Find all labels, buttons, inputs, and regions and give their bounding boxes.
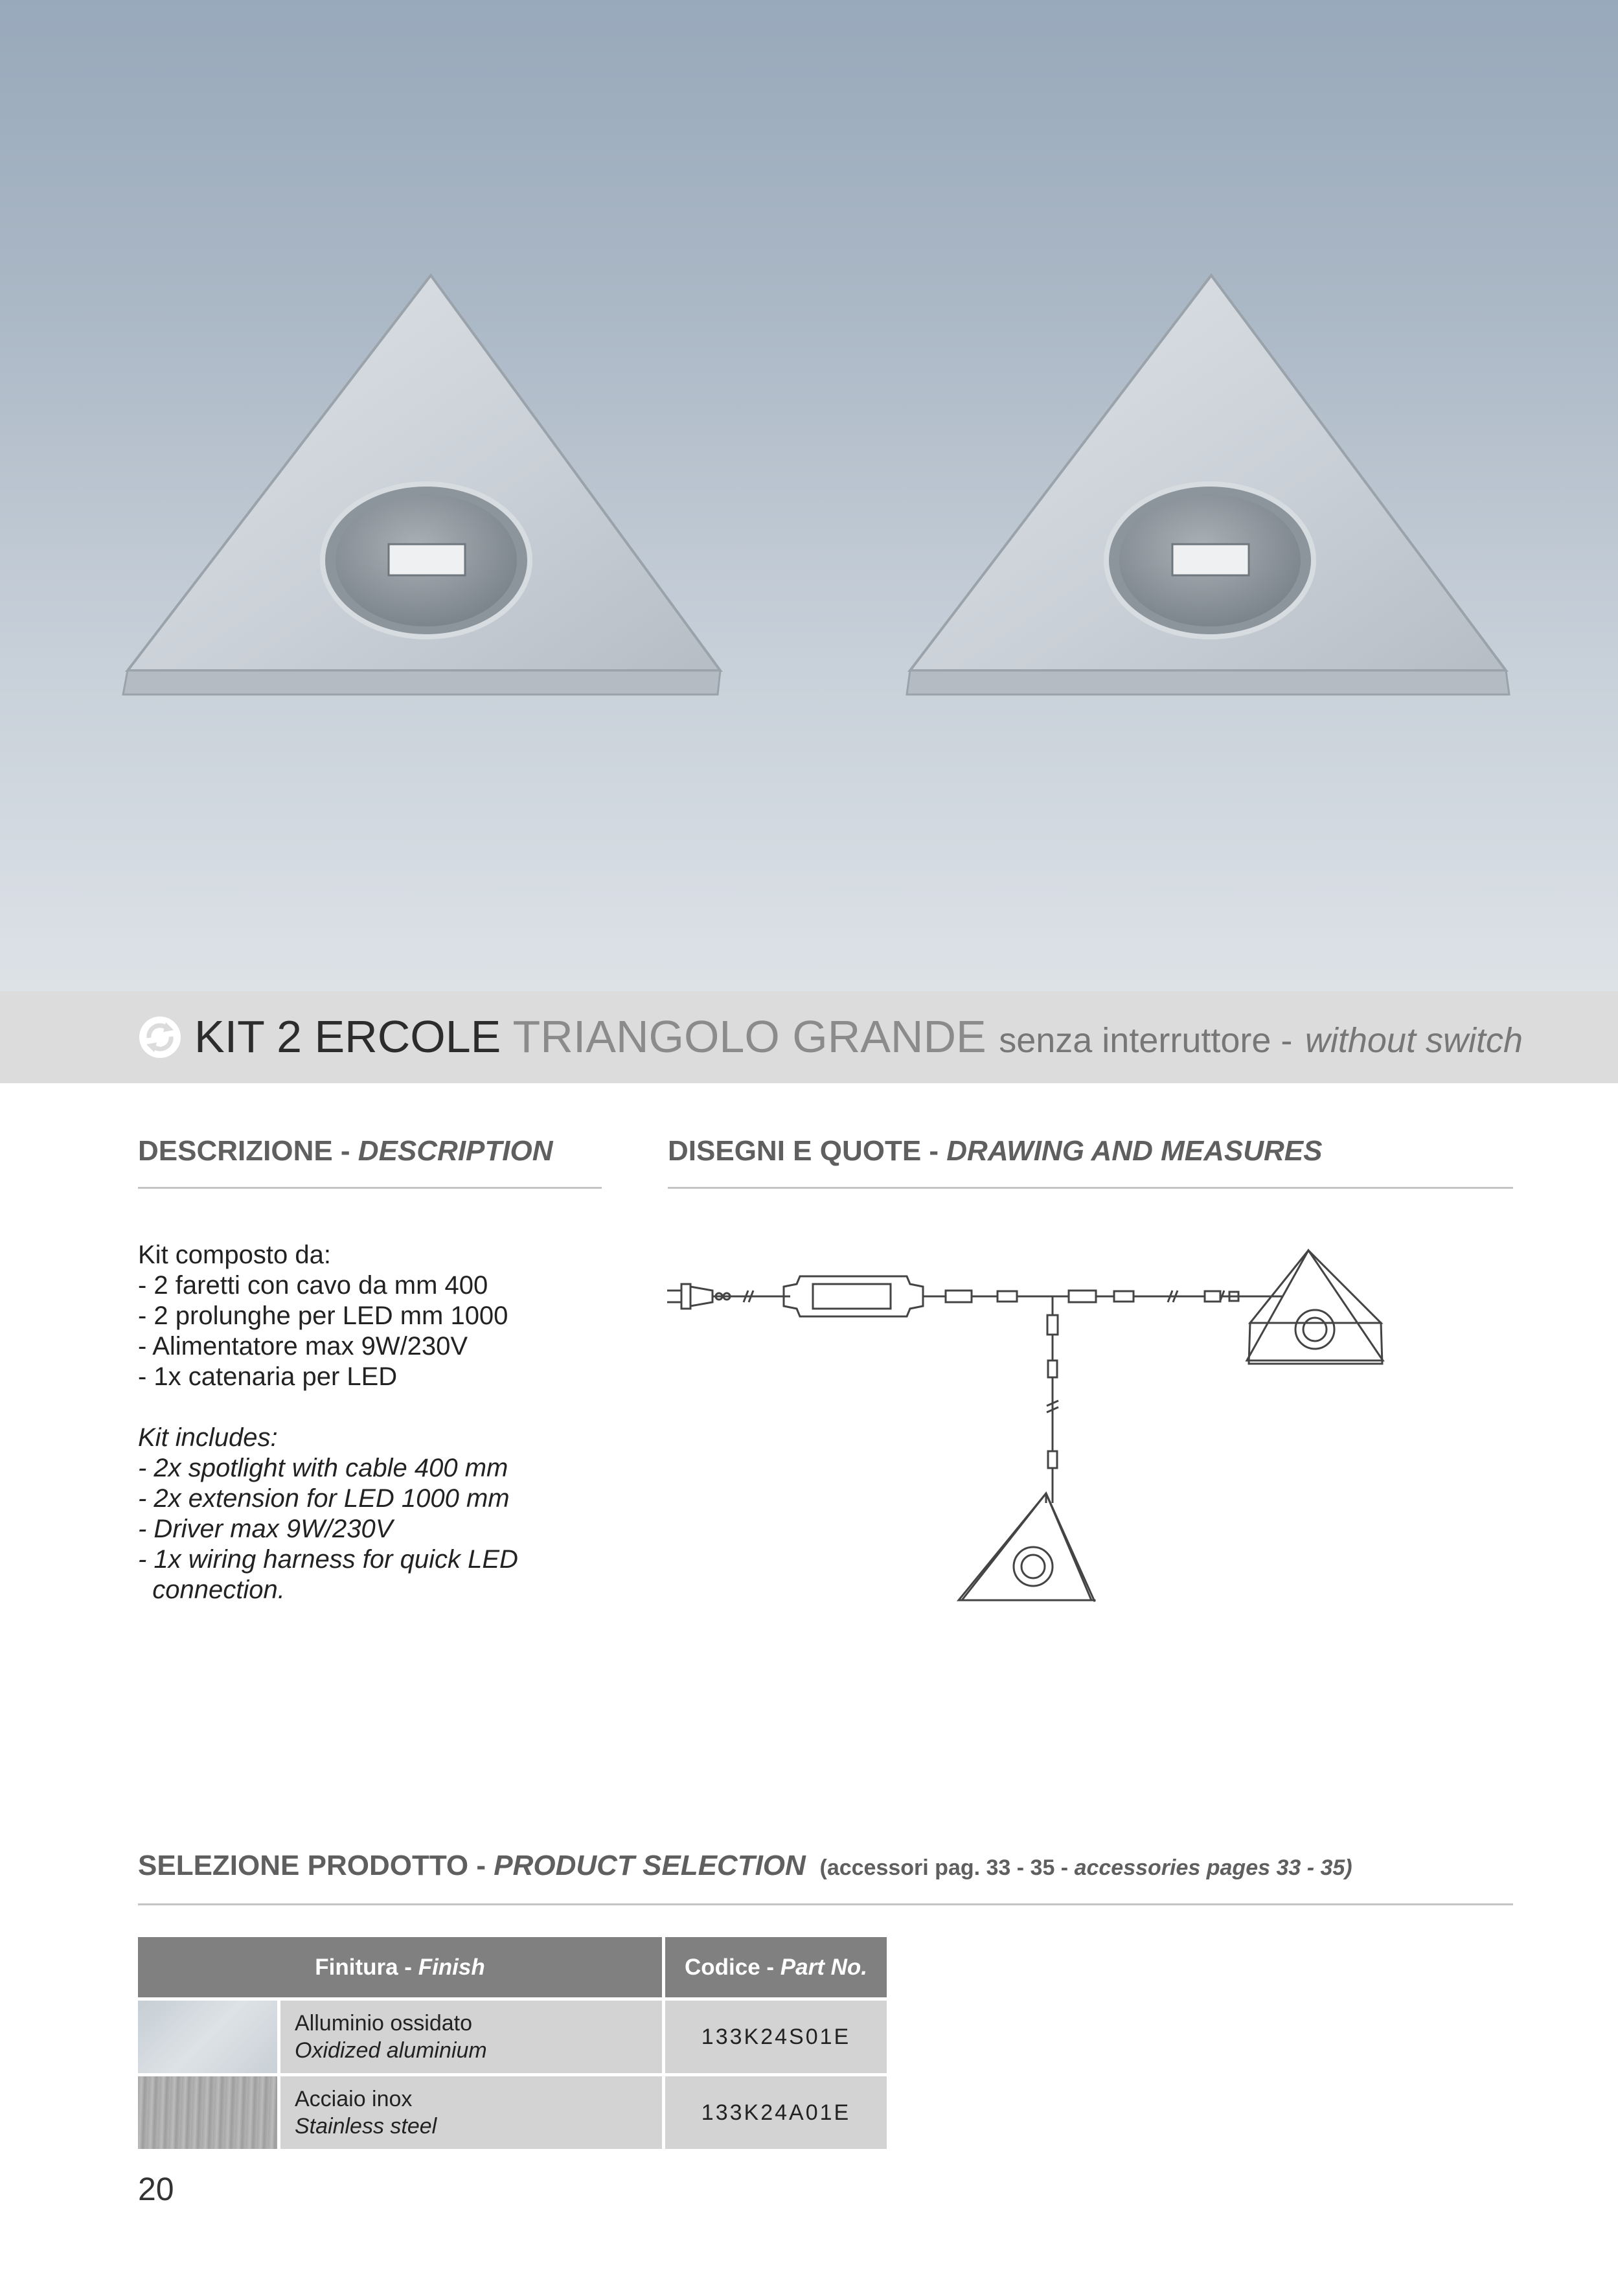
- finish-header-it: Finitura -: [315, 1954, 418, 1980]
- drawing-heading-en: DRAWING AND MEASURES: [946, 1135, 1323, 1167]
- page-number: 20: [138, 2171, 174, 2207]
- desc-line: Kit composto da:: [138, 1241, 331, 1269]
- desc-line: - 1x catenaria per LED: [138, 1362, 398, 1391]
- description-divider: [138, 1187, 602, 1189]
- code-header-en: Part No.: [780, 1954, 867, 1980]
- accessories-note-en: accessories pages 33 - 35): [1074, 1855, 1352, 1880]
- table-header-row: [138, 1937, 887, 1997]
- desc-line-en: connection.: [138, 1576, 285, 1604]
- finish-swatch-stainless: [138, 2076, 277, 2149]
- selection-divider: [138, 1903, 1513, 1905]
- product-table: [135, 1934, 890, 2152]
- code-column-header: [665, 1937, 887, 1997]
- title-variant: senza interruttore -: [999, 1021, 1293, 1060]
- desc-line-en: - Driver max 9W/230V: [138, 1515, 393, 1543]
- finish-header-en: Finish: [418, 1954, 485, 1980]
- drawing-divider: [668, 1187, 1513, 1189]
- desc-line-en: - 2x extension for LED 1000 mm: [138, 1484, 510, 1513]
- selection-heading-en: PRODUCT SELECTION: [494, 1850, 806, 1881]
- description-heading-en: DESCRIPTION: [358, 1135, 553, 1167]
- finish-name: Acciaio inox: [295, 2087, 413, 2111]
- selection-heading: [138, 1850, 1352, 1882]
- page-title: [194, 1011, 1523, 1066]
- description-text: [138, 1240, 518, 1605]
- finish-column-header: [138, 1937, 662, 1997]
- desc-line: - Alimentatore max 9W/230V: [138, 1332, 468, 1360]
- drawing-heading-it: DISEGNI E QUOTE -: [668, 1135, 947, 1167]
- driver-box-icon: [784, 1276, 923, 1316]
- table-row: [138, 2001, 887, 2073]
- selection-heading-it: SELEZIONE PRODOTTO -: [138, 1850, 494, 1881]
- code-header-it: Codice -: [685, 1954, 781, 1980]
- wiring-diagram: [661, 1231, 1399, 1620]
- finish-cell: [280, 2076, 662, 2149]
- desc-line: - 2 prolunghe per LED mm 1000: [138, 1302, 508, 1330]
- title-model: TRIANGOLO GRANDE: [512, 1011, 986, 1062]
- desc-line-en: - 2x spotlight with cable 400 mm: [138, 1454, 508, 1482]
- title-kit: KIT 2 ERCOLE: [194, 1011, 501, 1062]
- product-photo: [0, 0, 1618, 991]
- spotlight-drawing-bottom: [959, 1493, 1095, 1601]
- finish-cell: [280, 2001, 662, 2073]
- drawing-heading: [668, 1135, 1322, 1167]
- title-variant-en: without switch: [1305, 1021, 1523, 1060]
- accessories-note: [814, 1855, 1352, 1880]
- table-row: [138, 2076, 887, 2149]
- spotlight-right: [907, 275, 1509, 695]
- finish-name-en: Oxidized aluminium: [295, 2038, 487, 2063]
- accessories-note-it: (accessori pag. 33 - 35 -: [819, 1855, 1075, 1880]
- description-heading: [138, 1135, 553, 1167]
- spotlight-drawing-right: [1247, 1250, 1383, 1364]
- spotlight-left: [123, 275, 720, 695]
- desc-line: - 2 faretti con cavo da mm 400: [138, 1271, 488, 1300]
- finish-name: Alluminio ossidato: [295, 2011, 473, 2036]
- description-heading-it: DESCRIZIONE -: [138, 1135, 358, 1167]
- desc-line-en: - 1x wiring harness for quick LED: [138, 1545, 518, 1574]
- part-number: 133K24A01E: [665, 2076, 887, 2149]
- refresh-cycle-icon: [137, 1015, 183, 1060]
- part-number: 133K24S01E: [665, 2001, 887, 2073]
- finish-name-en: Stainless steel: [295, 2114, 437, 2139]
- desc-line-en: Kit includes:: [138, 1423, 278, 1452]
- finish-swatch-aluminium: [138, 2001, 277, 2073]
